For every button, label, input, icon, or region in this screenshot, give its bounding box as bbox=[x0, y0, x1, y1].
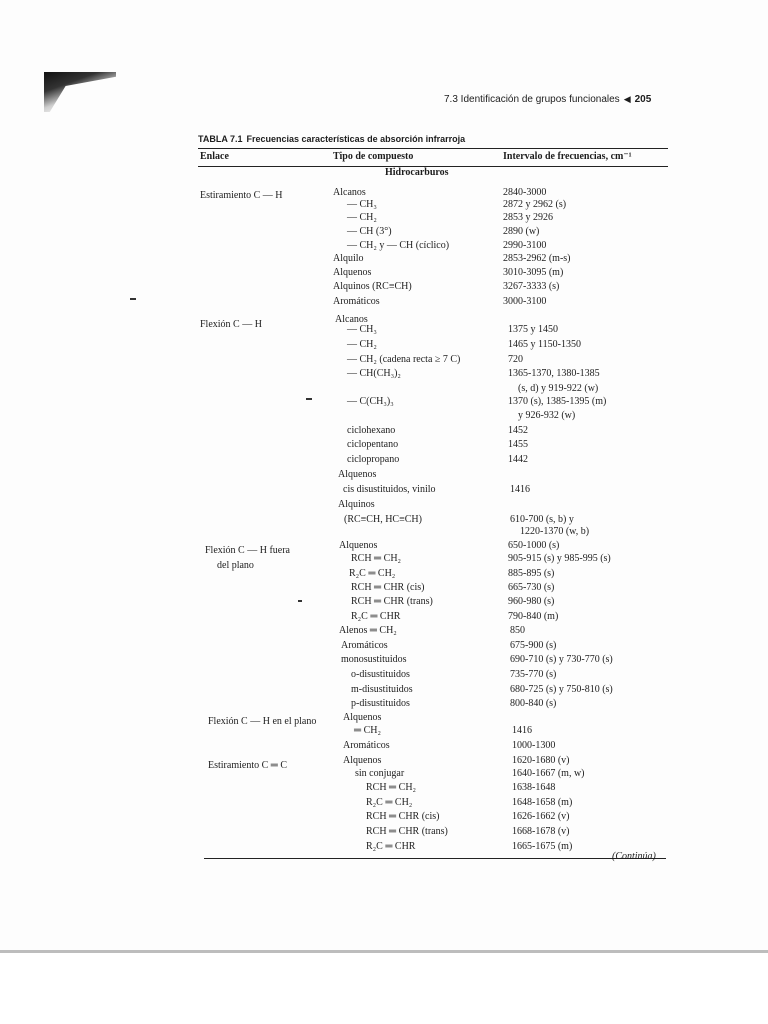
column-header-frecuencias: Intervalo de frecuencias, cm⁻¹ bbox=[503, 151, 632, 162]
frequency-cell: 665-730 (s) bbox=[508, 582, 555, 593]
compound-cell: Alquinos (RC≡CH) bbox=[333, 281, 412, 292]
viewer-bottom-area bbox=[0, 953, 768, 1024]
frequency-cell: 610-700 (s, b) y bbox=[510, 514, 574, 525]
compound-cell: R₂C ═ CH₂ bbox=[366, 797, 413, 808]
compound-cell: Alquenos bbox=[343, 712, 382, 723]
frequency-cell: 1668-1678 (v) bbox=[512, 826, 570, 837]
compound-cell: — CH₂ bbox=[347, 212, 377, 223]
compound-cell: Alquenos bbox=[338, 469, 377, 480]
compound-cell: Alcanos bbox=[333, 187, 366, 198]
margin-mark bbox=[298, 600, 302, 602]
header-section: 7.3 Identificación de grupos funcionales bbox=[444, 94, 620, 105]
compound-cell: — CH(CH₃)₂ bbox=[347, 368, 401, 379]
frequency-cell: 3267-3333 (s) bbox=[503, 281, 560, 292]
frequency-cell: 1626-1662 (v) bbox=[512, 811, 570, 822]
compound-cell: RCH ═ CHR (cis) bbox=[351, 582, 425, 593]
frequency-cell: 905-915 (s) y 985-995 (s) bbox=[508, 553, 611, 564]
frequency-cell: 1370 (s), 1385-1395 (m) bbox=[508, 396, 607, 407]
compound-cell: RCH ═ CHR (cis) bbox=[366, 811, 440, 822]
frequency-cell: 735-770 (s) bbox=[510, 669, 557, 680]
compound-cell: RCH ═ CH₂ bbox=[351, 553, 402, 564]
compound-cell: RCH ═ CHR (trans) bbox=[366, 826, 448, 837]
frequency-cell: 1416 bbox=[512, 725, 532, 736]
compound-cell: — CH₂ bbox=[347, 339, 377, 350]
compound-cell: (RC≡CH, HC≡CH) bbox=[344, 514, 422, 525]
frequency-cell: 1648-1658 (m) bbox=[512, 797, 573, 808]
table-label: TABLA 7.1 bbox=[198, 134, 243, 144]
compound-cell: — CH₃ bbox=[347, 199, 377, 210]
frequency-cell: 960-980 (s) bbox=[508, 596, 555, 607]
frequency-cell: 2890 (w) bbox=[503, 226, 540, 237]
frequency-cell: 1375 y 1450 bbox=[508, 324, 558, 335]
compound-cell: Aromáticos bbox=[333, 296, 380, 307]
frequency-cell: 2853 y 2926 bbox=[503, 212, 553, 223]
compound-cell: p-disustituidos bbox=[351, 698, 410, 709]
frequency-cell: 1452 bbox=[508, 425, 528, 436]
compound-cell: — CH₃ bbox=[347, 324, 377, 335]
running-header bbox=[444, 94, 656, 110]
compound-cell: RCH ═ CHR (trans) bbox=[351, 596, 433, 607]
bond-label: Flexión C — H en el plano bbox=[208, 716, 317, 727]
table-bottom-rule bbox=[204, 858, 666, 859]
compound-cell: m-disustituidos bbox=[351, 684, 413, 695]
compound-cell: — CH₂ y — CH (cíclico) bbox=[347, 240, 450, 251]
bond-label: Flexión C — H bbox=[200, 319, 262, 330]
frequency-cell: 885-895 (s) bbox=[508, 568, 555, 579]
frequency-cell: 1640-1667 (m, w) bbox=[512, 768, 585, 779]
compound-cell: Alenos ═ CH₂ bbox=[339, 625, 397, 636]
compound-cell: ciclopropano bbox=[347, 454, 400, 465]
margin-mark bbox=[306, 398, 312, 400]
frequency-cell: 1638-1648 bbox=[512, 782, 556, 793]
frequency-cell: 1365-1370, 1380-1385 bbox=[508, 368, 600, 379]
scan-shadow-mark bbox=[44, 72, 116, 112]
compound-cell: R₂C ═ CH₂ bbox=[349, 568, 396, 579]
frequency-cell: 675-900 (s) bbox=[510, 640, 557, 651]
compound-cell: ciclopentano bbox=[347, 439, 399, 450]
frequency-cell: 1665-1675 (m) bbox=[512, 841, 573, 852]
compound-cell: cis disustituidos, vinilo bbox=[343, 484, 436, 495]
frequency-cell: 720 bbox=[508, 354, 523, 365]
compound-cell: sin conjugar bbox=[355, 768, 405, 779]
frequency-cell: 2853-2962 (m-s) bbox=[503, 253, 571, 264]
margin-mark bbox=[130, 298, 136, 300]
column-header-enlace: Enlace bbox=[200, 151, 229, 162]
page-number: 205 bbox=[634, 94, 652, 105]
bond-label: del plano bbox=[217, 560, 254, 571]
compound-cell: ═ CH₂ bbox=[354, 725, 381, 736]
compound-cell: — C(CH₃)₃ bbox=[347, 396, 394, 407]
compound-cell: Alquilo bbox=[333, 253, 364, 264]
frequency-cell: 680-725 (s) y 750-810 (s) bbox=[510, 684, 613, 695]
compound-cell: Aromáticos bbox=[343, 740, 390, 751]
compound-cell: Alquinos bbox=[338, 499, 375, 510]
bond-label: Estiramiento C — H bbox=[200, 190, 283, 201]
compound-cell: Alcanos bbox=[335, 314, 368, 325]
compound-cell: Alquenos bbox=[333, 267, 372, 278]
frequency-cell: 2990-3100 bbox=[503, 240, 547, 251]
table-top-rule bbox=[198, 148, 668, 149]
compound-cell: RCH ═ CH₂ bbox=[366, 782, 417, 793]
header-marker-icon: ◀ bbox=[623, 94, 631, 104]
continua-note: (Continúa) bbox=[612, 851, 656, 862]
frequency-cell: 1455 bbox=[508, 439, 528, 450]
frequency-cell: 1416 bbox=[510, 484, 530, 495]
bond-label: Flexión C — H fuera bbox=[205, 545, 290, 556]
frequency-cell: 3010-3095 (m) bbox=[503, 267, 564, 278]
column-header-compuesto: Tipo de compuesto bbox=[333, 151, 414, 162]
frequency-cell: 800-840 (s) bbox=[510, 698, 557, 709]
compound-cell: R₂C ═ CHR bbox=[351, 611, 401, 622]
section-hidrocarburos: Hidrocarburos bbox=[385, 167, 449, 178]
frequency-cell: 850 bbox=[510, 625, 525, 636]
compound-cell: — CH (3°) bbox=[347, 226, 392, 237]
bond-label: Estiramiento C ═ C bbox=[208, 760, 288, 771]
frequency-cell: 1620-1680 (v) bbox=[512, 755, 570, 766]
compound-cell: — CH₂ (cadena recta ≥ 7 C) bbox=[347, 354, 461, 365]
frequency-cell: 790-840 (m) bbox=[508, 611, 559, 622]
frequency-cell: 1465 y 1150-1350 bbox=[508, 339, 581, 350]
compound-cell: R₂C ═ CHR bbox=[366, 841, 416, 852]
frequency-cell: 2872 y 2962 (s) bbox=[503, 199, 567, 210]
frequency-cell: 1000-1300 bbox=[512, 740, 556, 751]
compound-cell: o-disustituidos bbox=[351, 669, 410, 680]
frequency-cell: 650-1000 (s) bbox=[508, 540, 560, 551]
frequency-cell: 1442 bbox=[508, 454, 528, 465]
table-title-text: Frecuencias características de absorción infrarroja bbox=[246, 134, 466, 144]
compound-cell: Aromáticos bbox=[341, 640, 388, 651]
compound-cell: Alquenos bbox=[339, 540, 378, 551]
frequency-cell: 3000-3100 bbox=[503, 296, 547, 307]
compound-cell: monosustituidos bbox=[341, 654, 407, 665]
frequency-cell: (s, d) y 919-922 (w) bbox=[518, 383, 599, 394]
frequency-cell: y 926-932 (w) bbox=[518, 410, 576, 421]
frequency-cell: 2840-3000 bbox=[503, 187, 547, 198]
compound-cell: ciclohexano bbox=[347, 425, 396, 436]
compound-cell: Alquenos bbox=[343, 755, 382, 766]
frequency-cell: 1220-1370 (w, b) bbox=[520, 526, 590, 537]
frequency-cell: 690-710 (s) y 730-770 (s) bbox=[510, 654, 613, 665]
